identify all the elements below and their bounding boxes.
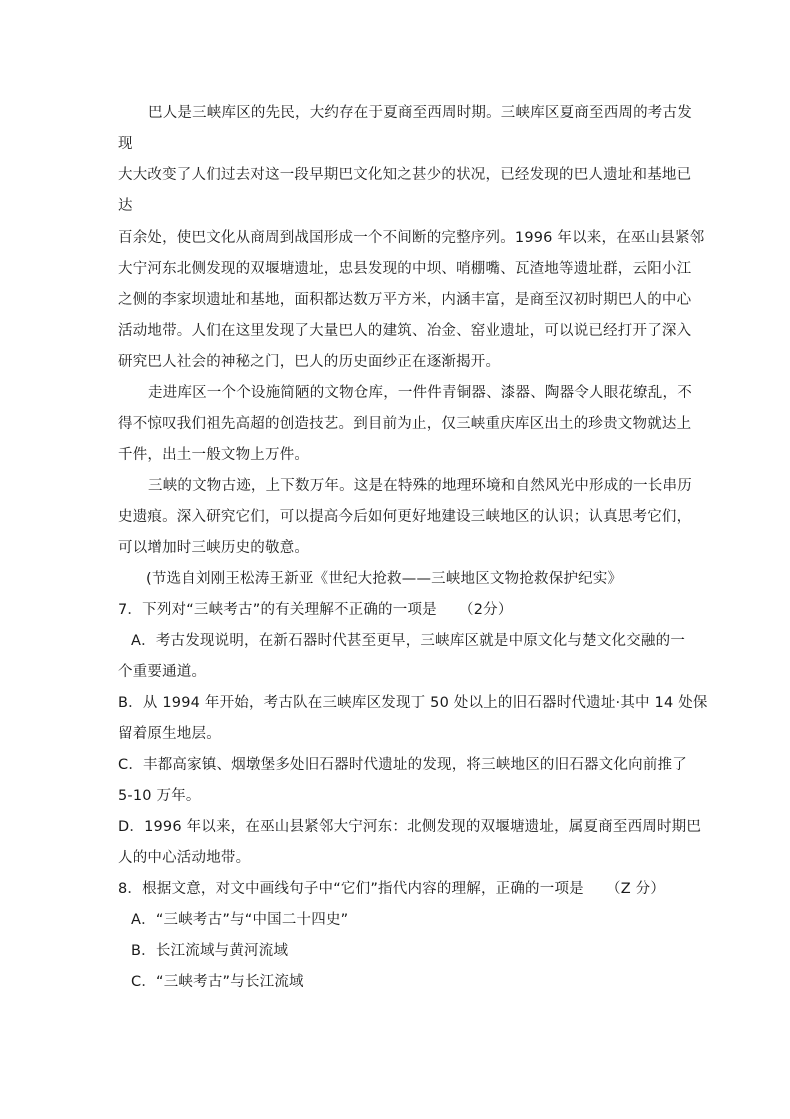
question-7-option-c-cont: 5-10 万年。 — [118, 788, 201, 804]
passage-line: 研究巴人社会的神秘之门，巴人的历史面纱正在逐渐揭开。 — [118, 354, 501, 370]
question-7-option-c: C．丰都高家镇、烟墩堡多处旧石器时代遗址的发现，将三峡地区的旧石器文化向前推了 — [118, 757, 687, 773]
question-7-option-a: A．考古发现说明，在新石器时代甚至更早，三峡库区就是中原文化与楚文化交融的一 — [131, 633, 686, 649]
passage-line: 三峡的文物古迹，上下数万年。这是在特殊的地理环境和自然风光中形成的一长串历 — [148, 478, 692, 494]
passage-line: 活动地带。人们在这里发现了大量巴人的建筑、冶金、窑业遗址，可以说已经打开了深入 — [118, 323, 692, 339]
passage-line: 大大改变了人们过去对这一段早期巴文化知之甚少的状况，已经发现的巴人遗址和基地已 — [118, 167, 692, 183]
passage-line: 现 — [118, 136, 133, 152]
passage-source: (节选自刘刚王松涛王新亚《世纪大抢救——三峡地区文物抢救保护纪实》 — [146, 571, 623, 587]
question-8-stem: 8．根据文意，对文中画线句子中“它们”指代内容的理解，正确的一项是 （Z 分） — [118, 881, 666, 897]
question-7-option-a-cont: 个重要通道。 — [118, 664, 207, 680]
passage-line: 史遗痕。深入研究它们，可以提高今后如何更好地建设三峡地区的认识；认真思考它们， — [118, 509, 692, 525]
question-8-option-c: C．“三峡考古”与长江流域 — [131, 974, 304, 990]
passage-line: 达 — [118, 198, 133, 214]
question-7-stem: 7．下列对“三峡考古”的有关理解不正确的一项是 （2分） — [118, 602, 513, 618]
passage-line: 可以增加时三峡历史的敬意。 — [118, 540, 310, 556]
passage-line: 走进库区一个个设施简陋的文物仓库，一件件青铜器、漆器、陶器令人眼花缭乱，不 — [148, 385, 692, 401]
passage-line: 巴人是三峡库区的先民，大约存在于夏商至西周时期。三峡库区夏商至西周的考古发 — [148, 105, 692, 121]
question-8-option-b: B．长江流域与黄河流域 — [131, 943, 289, 959]
question-7-option-b: B．从 1994 年开始，考古队在三峡库区发现丁 50 处以上的旧石器时代遗址·其中 14 处保 — [118, 695, 708, 711]
passage-line: 之侧的李家坝遗址和基地，面积都达数万平方米，内涵丰富，是商至汉初时期巴人的中心 — [118, 292, 692, 308]
question-7-option-d: D．1996 年以来，在巫山县紧邻大宁河东：北侧发现的双堰塘遗址，属夏商至西周时期巴 — [118, 819, 702, 835]
question-8-option-a: A．“三峡考古”与“中国二十四史” — [131, 912, 349, 928]
question-7-option-d-cont: 人的中心活动地带。 — [118, 850, 251, 866]
passage-line: 百余处，使巴文化从商周到战国形成一个不间断的完整序列。1996 年以来，在巫山县紧邻 — [118, 230, 705, 246]
passage-line: 得不惊叹我们祖先高超的创造技艺。到目前为止，仅三峡重庆库区出土的珍贵文物就达上 — [118, 416, 692, 432]
passage-line: 千件，出土一般文物上万件。 — [118, 447, 310, 463]
question-7-option-b-cont: 留着原生地层。 — [118, 726, 221, 742]
passage-line: 大宁河东北侧发现的双堰塘遗址，忠县发现的中坝、哨棚嘴、瓦渣地等遗址群，云阳小江 — [118, 261, 692, 277]
